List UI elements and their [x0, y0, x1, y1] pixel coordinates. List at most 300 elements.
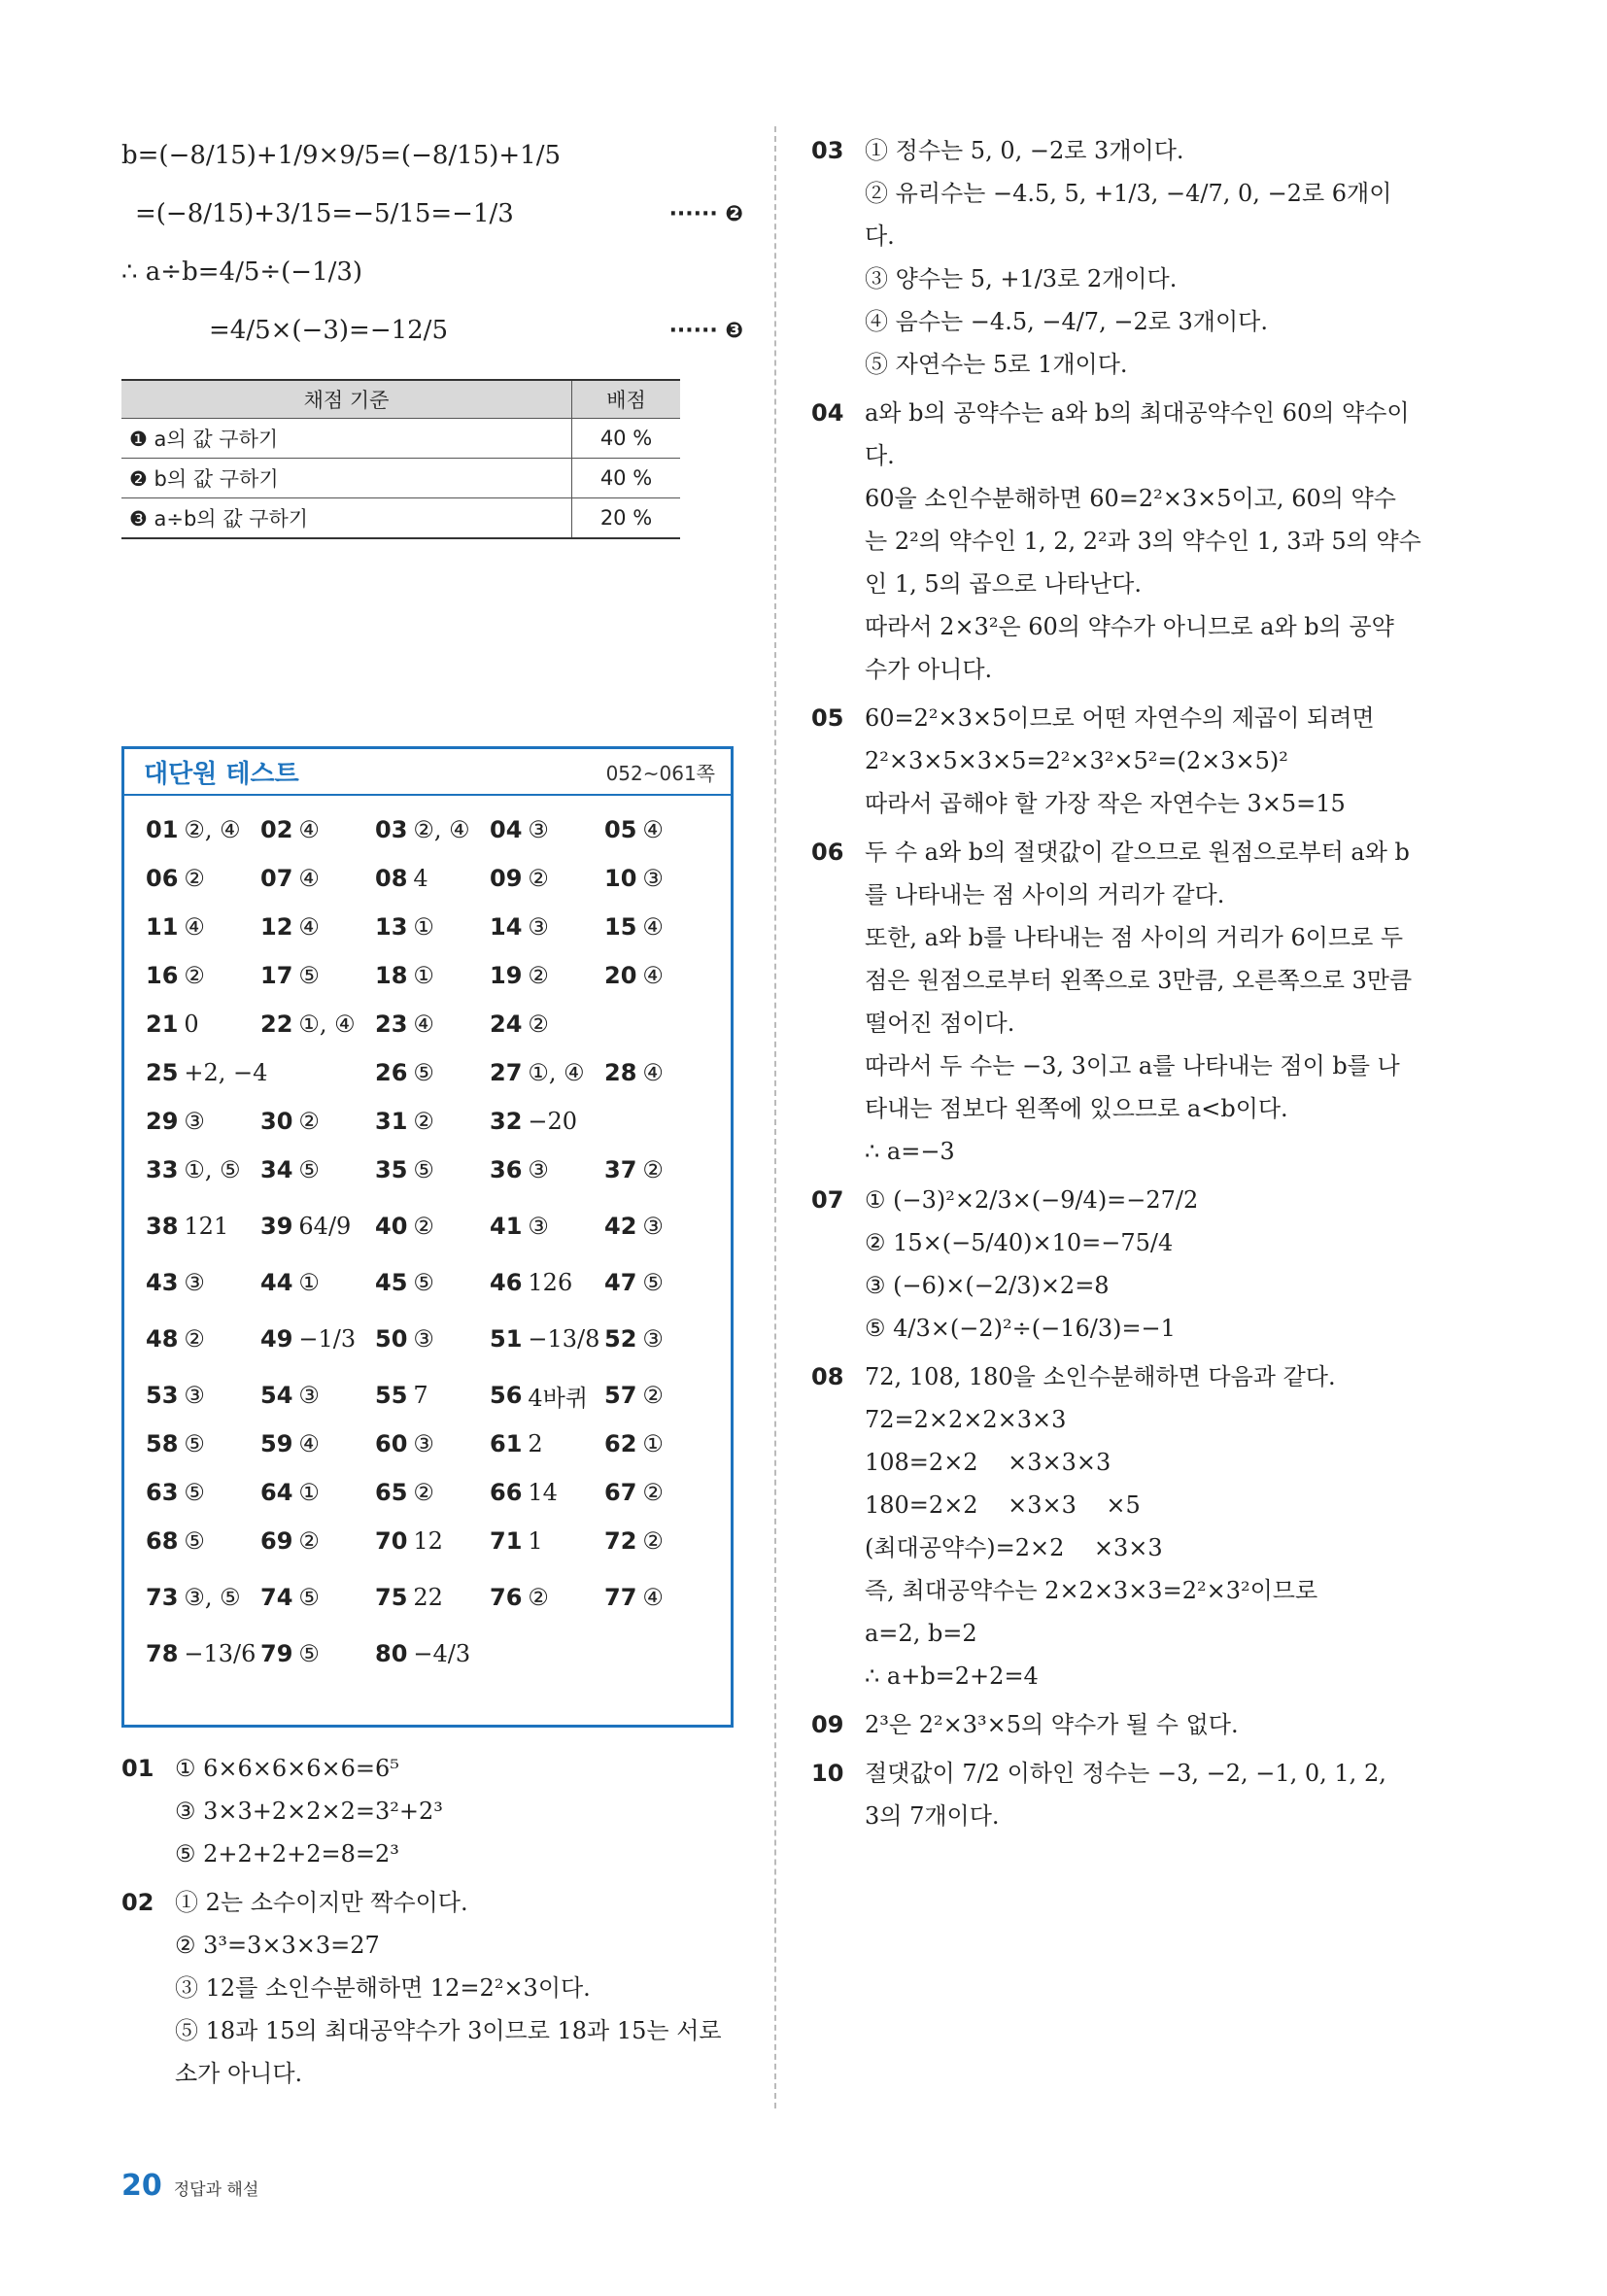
answer-number: 80: [375, 1640, 408, 1667]
solution-number: 10: [811, 1760, 844, 1787]
answer-number: 22: [260, 1011, 293, 1038]
answer-value: ④: [642, 913, 664, 941]
solution-line: 2³은 2²×3³×5의 약수가 될 수 없다.: [865, 1711, 1239, 1738]
answer-value: ③: [528, 1156, 549, 1183]
answer-value: 126: [528, 1269, 573, 1296]
answer-item: [490, 1097, 604, 1146]
answer-item: [604, 1371, 719, 1420]
solution-line: 3의 7개이다.: [865, 1802, 1000, 1830]
answer-number: 19: [490, 962, 523, 989]
math-text: =(−8/15)+3/15=−5/15=−1/3: [135, 199, 514, 228]
answer-number: 38: [146, 1213, 179, 1240]
answer-number: 26: [375, 1059, 408, 1086]
answer-value: ②: [528, 1584, 549, 1611]
solution-item: [811, 1179, 1433, 1350]
solution-line: ② 3³=3×3×3=27: [175, 1932, 380, 1959]
answer-number: 25: [146, 1059, 179, 1086]
answer-number: 30: [260, 1108, 293, 1135]
solution-line: a=2, b=2: [865, 1620, 977, 1647]
answer-value: 0: [184, 1011, 199, 1038]
answer-item: [604, 1517, 719, 1565]
answer-item: [375, 951, 490, 1000]
solution-item: [811, 129, 1433, 386]
answer-item: [146, 1629, 260, 1678]
answer-item: [490, 805, 604, 854]
answer-item: [490, 1371, 604, 1420]
solution-line: 180=2×2 ×3×3 ×5: [865, 1491, 1141, 1519]
answer-number: 64: [260, 1479, 293, 1506]
answer-number: 52: [604, 1325, 637, 1353]
answer-value: ②: [642, 1156, 664, 1183]
solution-line: 인 1, 5의 곱으로 나타난다.: [865, 570, 1142, 598]
solution-line: 소가 아니다.: [175, 2060, 303, 2087]
answer-number: 67: [604, 1479, 637, 1506]
answer-number: 15: [604, 913, 637, 941]
answer-number: 06: [146, 865, 179, 892]
answer-value: 64/9: [298, 1213, 352, 1240]
answer-item: [604, 1468, 719, 1517]
answer-value: 12: [413, 1527, 443, 1555]
answer-item: [604, 903, 719, 951]
answer-item: [375, 805, 490, 854]
answer-value: −20: [528, 1108, 578, 1135]
column-divider: [774, 126, 776, 2108]
answer-number: 50: [375, 1325, 408, 1353]
solution-line: 60=2²×3×5이므로 어떤 자연수의 제곱이 되려면: [865, 704, 1375, 732]
answer-number: 03: [375, 816, 408, 843]
answer-number: 54: [260, 1382, 293, 1409]
answer-value: ②: [642, 1382, 664, 1409]
answer-number: 10: [604, 865, 637, 892]
answer-number: 39: [260, 1213, 293, 1240]
answer-number: 08: [375, 865, 408, 892]
answer-number: 44: [260, 1269, 293, 1296]
math-text: ∴ a÷b=4/5÷(−1/3): [121, 257, 363, 287]
answer-item: [260, 1097, 375, 1146]
answer-item: [490, 1307, 604, 1371]
answer-item: [604, 1097, 719, 1146]
answer-number: 49: [260, 1325, 293, 1353]
answer-number: 51: [490, 1325, 523, 1353]
solution-body: [865, 1179, 1433, 1350]
answer-item: [604, 1565, 719, 1629]
answer-value: ③: [642, 1325, 664, 1353]
answer-value: ②: [642, 1527, 664, 1555]
answer-value: ①, ④: [298, 1011, 356, 1038]
answer-item: [604, 1194, 719, 1258]
solution-body: [175, 1747, 743, 1875]
answer-item: [260, 1629, 375, 1678]
page-footer: [121, 2169, 258, 2203]
answer-value: ①: [413, 913, 434, 941]
answer-item: [260, 854, 375, 903]
solution-line: 또한, a와 b를 나타내는 점 사이의 거리가 6이므로 두: [865, 924, 1404, 951]
answer-number: 17: [260, 962, 293, 989]
answer-number: 69: [260, 1527, 293, 1555]
solution-number: 03: [811, 137, 844, 164]
page-number: 20: [121, 2169, 162, 2203]
answer-value: ④: [413, 1011, 434, 1038]
answer-item: [604, 1258, 719, 1307]
solution-line: ③ (−6)×(−2/3)×2=8: [865, 1272, 1110, 1299]
answer-value: ③: [528, 913, 549, 941]
answer-value: ②: [528, 962, 549, 989]
points-cell: 40 %: [572, 459, 681, 498]
solution-body: [865, 1355, 1433, 1697]
solution-line: 따라서 두 수는 −3, 3이고 a를 나타내는 점이 b를 나: [865, 1052, 1400, 1079]
answer-number: 73: [146, 1584, 179, 1611]
table-row: [121, 419, 680, 459]
solution-body: [865, 1703, 1433, 1746]
solution-item: [811, 1355, 1433, 1697]
solution-body: [865, 831, 1433, 1173]
solution-line: ∴ a=−3: [865, 1138, 955, 1165]
answer-item: [260, 1000, 375, 1048]
solution-number: 05: [811, 704, 844, 732]
answer-number: 68: [146, 1527, 179, 1555]
solution-line: 절댓값이 7/2 이하인 정수는 −3, −2, −1, 0, 1, 2,: [865, 1760, 1386, 1787]
table-row: [121, 498, 680, 539]
answer-number: 45: [375, 1269, 408, 1296]
solution-number: 04: [811, 399, 844, 427]
test-header: [124, 749, 731, 796]
answer-item: [490, 1048, 604, 1097]
answer-value: ①, ④: [528, 1059, 585, 1086]
answer-value: ④: [298, 1430, 320, 1457]
answer-value: ①: [642, 1430, 664, 1457]
solution-line: ③ 12를 소인수분해하면 12=2²×3이다.: [175, 1974, 591, 2002]
answer-item: [375, 1000, 490, 1048]
solution-line: ① (−3)²×2/3×(−9/4)=−27/2: [865, 1186, 1199, 1214]
solution-item: [811, 1752, 1433, 1837]
answer-value: ②: [184, 1325, 205, 1353]
solution-body: [175, 1881, 743, 2095]
solution-line: 72=2×2×2×3×3: [865, 1406, 1067, 1433]
answer-value: ③: [528, 1213, 549, 1240]
answer-value: ①, ⑤: [184, 1156, 241, 1183]
answer-number: 58: [146, 1430, 179, 1457]
table-header-row: [121, 380, 680, 419]
answer-value: ③: [413, 1430, 434, 1457]
answer-item: [375, 854, 490, 903]
answer-value: ④: [298, 865, 320, 892]
answer-item: [375, 1420, 490, 1468]
math-line-1: [121, 126, 743, 185]
answer-grid: [124, 796, 731, 1678]
answer-value: ③: [642, 865, 664, 892]
left-solutions: [121, 1747, 743, 2101]
answer-number: 77: [604, 1584, 637, 1611]
answer-item: [490, 854, 604, 903]
answer-value: −13/8: [528, 1325, 600, 1353]
answer-item: [260, 1146, 375, 1194]
answer-number: 76: [490, 1584, 523, 1611]
solution-line: ⑤ 4/3×(−2)²÷(−16/3)=−1: [865, 1315, 1176, 1342]
test-title: 대단원 테스트: [144, 759, 299, 789]
answer-value: ②, ④: [184, 816, 241, 843]
answer-number: 16: [146, 962, 179, 989]
solution-line: ⑤ 자연수는 5로 1개이다.: [865, 351, 1128, 378]
answer-item: [146, 1146, 260, 1194]
answer-number: 24: [490, 1011, 523, 1038]
answer-item: [146, 1048, 268, 1097]
scoring-table: [121, 379, 680, 539]
answer-number: 40: [375, 1213, 408, 1240]
answer-number: 18: [375, 962, 408, 989]
answer-item: [375, 1307, 490, 1371]
solution-line: 108=2×2 ×3×3×3: [865, 1449, 1111, 1476]
answer-value: ④: [298, 913, 320, 941]
answer-item: [146, 805, 260, 854]
solution-line: 다.: [865, 223, 895, 250]
answer-number: 21: [146, 1011, 179, 1038]
answer-item: [260, 1420, 375, 1468]
solution-line: 72, 108, 180을 소인수분해하면 다음과 같다.: [865, 1363, 1336, 1390]
test-page-range: 052~061쪽: [605, 761, 715, 785]
answer-value: ⑤: [298, 1584, 320, 1611]
math-line-4: [121, 301, 743, 360]
answer-number: 07: [260, 865, 293, 892]
points-cell: 40 %: [572, 419, 681, 459]
step-marker: ······ ❸: [668, 318, 743, 343]
answer-value: ③: [184, 1108, 205, 1135]
answer-number: 36: [490, 1156, 523, 1183]
solution-number: 06: [811, 839, 844, 866]
answer-value: ②: [528, 865, 549, 892]
answer-item: [375, 1371, 490, 1420]
points-cell: 20 %: [572, 498, 681, 539]
answer-item: [260, 1371, 375, 1420]
column-header: 배점: [572, 380, 681, 419]
answer-value: ②, ④: [413, 816, 470, 843]
answer-number: 71: [490, 1527, 523, 1555]
solution-item: [121, 1747, 743, 1875]
answer-value: ④: [184, 913, 205, 941]
answer-value: ②: [413, 1213, 434, 1240]
solution-line: 점은 원점으로부터 왼쪽으로 3만큼, 오른쪽으로 3만큼: [865, 967, 1413, 994]
solution-number: 02: [121, 1889, 154, 1916]
answer-value: ②: [298, 1108, 320, 1135]
left-column: [121, 126, 743, 539]
answer-number: 75: [375, 1584, 408, 1611]
answer-number: 34: [260, 1156, 293, 1183]
criteria-cell: ❷ b의 값 구하기: [121, 459, 572, 498]
answer-value: ②: [298, 1527, 320, 1555]
answer-value: ③: [413, 1325, 434, 1353]
column-header: 채점 기준: [121, 380, 572, 419]
answer-item: [490, 1517, 604, 1565]
answer-value: 7: [413, 1382, 428, 1409]
answer-value: +2, −4: [184, 1059, 268, 1086]
solution-line: 두 수 a와 b의 절댓값이 같으므로 원점으로부터 a와 b: [865, 839, 1410, 866]
answer-item: [604, 1048, 719, 1097]
answer-number: 11: [146, 913, 179, 941]
answer-item: [260, 951, 375, 1000]
answer-item: [375, 1468, 490, 1517]
solution-line: 수가 아니다.: [865, 656, 993, 683]
answer-number: 65: [375, 1479, 408, 1506]
answer-value: 4: [413, 865, 428, 892]
answer-item: [375, 1048, 490, 1097]
answer-item: [490, 1000, 604, 1048]
answer-item: [260, 1565, 375, 1629]
answer-value: ⑤: [298, 1640, 320, 1667]
answer-item: [146, 1194, 260, 1258]
answer-item: [490, 1258, 604, 1307]
answer-item: [375, 1146, 490, 1194]
answer-value: 121: [184, 1213, 229, 1240]
answer-item: [146, 1258, 260, 1307]
solution-number: 08: [811, 1363, 844, 1390]
step-marker: ······ ❷: [668, 201, 743, 226]
answer-item: [604, 854, 719, 903]
solution-line: ① 정수는 5, 0, −2로 3개이다.: [865, 137, 1184, 164]
answer-value: ④: [642, 816, 664, 843]
answer-number: 55: [375, 1382, 408, 1409]
answer-number: 12: [260, 913, 293, 941]
answer-item: [375, 1097, 490, 1146]
answer-item: [146, 1468, 260, 1517]
solution-line: a와 b의 공약수는 a와 b의 최대공약수인 60의 약수이: [865, 399, 1410, 427]
answer-value: ⑤: [413, 1269, 434, 1296]
solution-line: 따라서 2×3²은 60의 약수가 아니므로 a와 b의 공약: [865, 613, 1394, 640]
solution-item: [811, 1703, 1433, 1746]
solution-line: ② 유리수는 −4.5, 5, +1/3, −4/7, 0, −2로 6개이: [865, 180, 1392, 207]
answer-number: 02: [260, 816, 293, 843]
math-text: =4/5×(−3)=−12/5: [209, 316, 448, 345]
answer-value: ③, ⑤: [184, 1584, 241, 1611]
answer-value: ②: [184, 962, 205, 989]
math-line-2: [121, 185, 743, 243]
answer-number: 66: [490, 1479, 523, 1506]
answer-number: 29: [146, 1108, 179, 1135]
math-text: b=(−8/15)+1/9×9/5=(−8/15)+1/5: [121, 141, 562, 170]
answer-number: 79: [260, 1640, 293, 1667]
answer-value: ⑤: [298, 962, 320, 989]
answer-number: 61: [490, 1430, 523, 1457]
answer-value: ⑤: [184, 1479, 205, 1506]
answer-item: [146, 1371, 260, 1420]
solution-line: 떨어진 점이다.: [865, 1010, 1015, 1037]
solution-line: 2²×3×5×3×5=2²×3²×5²=(2×3×5)²: [865, 747, 1288, 774]
answer-number: 56: [490, 1382, 523, 1409]
answer-item: [146, 1000, 260, 1048]
answer-number: 42: [604, 1213, 637, 1240]
answer-item: [146, 1565, 260, 1629]
unit-test-answer-box: [121, 746, 734, 1728]
answer-value: ③: [184, 1382, 205, 1409]
answer-item: [604, 1420, 719, 1468]
answer-value: ④: [642, 1059, 664, 1086]
answer-number: 04: [490, 816, 523, 843]
solution-number: 01: [121, 1755, 154, 1782]
solution-line: 즉, 최대공약수는 2×2×3×3=2²×3²이므로: [865, 1577, 1318, 1604]
answer-number: 33: [146, 1156, 179, 1183]
solution-line: ④ 음수는 −4.5, −4/7, −2로 3개이다.: [865, 308, 1268, 335]
answer-number: 53: [146, 1382, 179, 1409]
answer-item: [490, 1468, 604, 1517]
solution-body: [865, 129, 1433, 386]
answer-number: 46: [490, 1269, 523, 1296]
answer-number: 43: [146, 1269, 179, 1296]
answer-item: [604, 805, 719, 854]
answer-value: ①: [413, 962, 434, 989]
answer-value: 2: [528, 1430, 543, 1457]
answer-value: ⑤: [642, 1269, 664, 1296]
answer-number: 13: [375, 913, 408, 941]
answer-value: ②: [642, 1479, 664, 1506]
answer-item: [146, 1307, 260, 1371]
solution-body: [865, 1752, 1433, 1837]
solution-body: [865, 392, 1433, 691]
answer-item: [146, 1097, 260, 1146]
answer-item: [260, 1517, 375, 1565]
answer-value: 14: [528, 1479, 558, 1506]
answer-number: 01: [146, 816, 179, 843]
solution-number: 09: [811, 1711, 844, 1738]
answer-number: 78: [146, 1640, 179, 1667]
right-solutions: [811, 129, 1433, 1843]
answer-value: ②: [413, 1108, 434, 1135]
answer-item: [146, 1420, 260, 1468]
answer-number: 20: [604, 962, 637, 989]
solution-line: ③ 양수는 5, +1/3로 2개이다.: [865, 265, 1178, 292]
answer-number: 72: [604, 1527, 637, 1555]
answer-number: 28: [604, 1059, 637, 1086]
answer-number: 63: [146, 1479, 179, 1506]
answer-item: [146, 951, 260, 1000]
answer-item: [490, 1420, 604, 1468]
solution-item: [811, 697, 1433, 825]
answer-value: ④: [642, 962, 664, 989]
answer-item: [260, 805, 375, 854]
answer-item: [490, 1194, 604, 1258]
answer-value: ④: [642, 1584, 664, 1611]
answer-value: −13/6: [184, 1640, 256, 1667]
answer-item: [260, 1468, 375, 1517]
answer-item: [146, 1517, 260, 1565]
answer-number: 62: [604, 1430, 637, 1457]
answer-number: 48: [146, 1325, 179, 1353]
answer-item: [604, 951, 719, 1000]
answer-number: 32: [490, 1108, 523, 1135]
answer-item: [260, 1048, 375, 1097]
answer-number: 41: [490, 1213, 523, 1240]
answer-item: [260, 1194, 375, 1258]
answer-number: 23: [375, 1011, 408, 1038]
answer-value: 1: [528, 1527, 543, 1555]
answer-item: [260, 1307, 375, 1371]
answer-value: ⑤: [298, 1156, 320, 1183]
answer-value: ④: [298, 816, 320, 843]
answer-item: [375, 1517, 490, 1565]
criteria-cell: ❶ a의 값 구하기: [121, 419, 572, 459]
solution-item: [811, 392, 1433, 691]
answer-number: 60: [375, 1430, 408, 1457]
answer-item: [604, 1146, 719, 1194]
solution-line: 는 2²의 약수인 1, 2, 2²과 3의 약수인 1, 3과 5의 약수: [865, 528, 1421, 555]
solution-line: (최대공약수)=2×2 ×3×3: [865, 1534, 1163, 1561]
answer-item: [260, 903, 375, 951]
solution-line: ③ 3×3+2×2×2=3²+2³: [175, 1798, 443, 1825]
criteria-cell: ❸ a÷b의 값 구하기: [121, 498, 572, 539]
answer-value: ③: [298, 1382, 320, 1409]
answer-number: 14: [490, 913, 523, 941]
answer-item: [490, 1565, 604, 1629]
answer-item: [490, 903, 604, 951]
answer-number: 37: [604, 1156, 637, 1183]
solution-line: 다.: [865, 442, 895, 469]
